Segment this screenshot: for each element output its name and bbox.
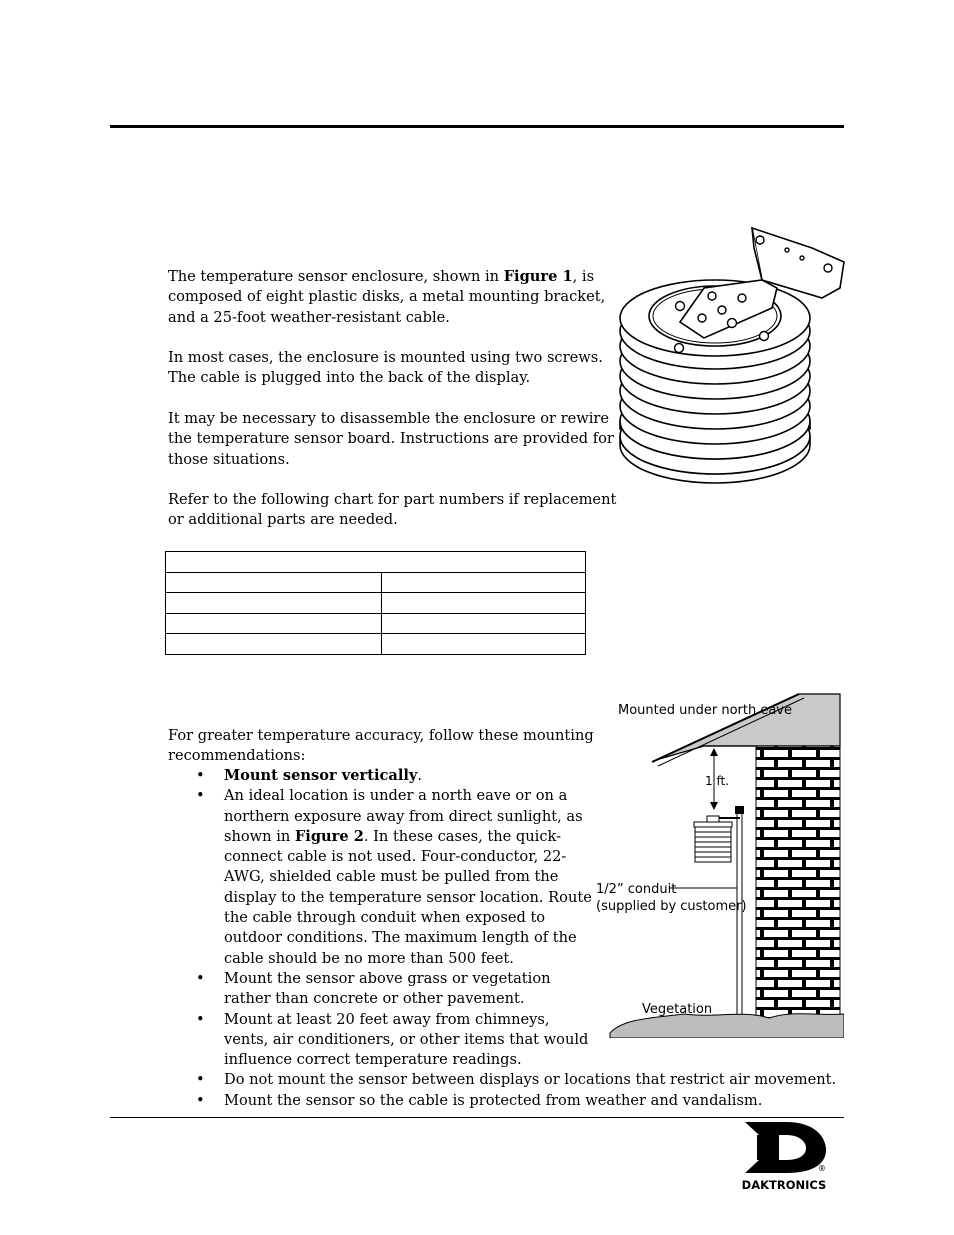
intro-p3-text: those situations. (168, 450, 290, 468)
list-item-text: . (417, 767, 423, 784)
table-row (166, 593, 586, 614)
list-item (168, 1091, 836, 1111)
list-item-text: Mount the sensor above grass or vegetation (224, 969, 551, 987)
intro-p1-text: , is (572, 268, 595, 285)
list-item-text: rather than concrete or other pavement. (224, 990, 525, 1008)
list-item-text: Mount at least 20 feet away from chimneys, (224, 1010, 550, 1028)
intro-paragraph-1 (168, 267, 605, 328)
sensor-enclosure-illustration (612, 218, 847, 518)
intro-p3-text: It may be necessary to disassemble the enclosure or rewire (168, 410, 610, 427)
table-cell (382, 613, 586, 634)
vegetation-label: Vegetation (642, 1002, 713, 1017)
list-item-text: An ideal location is under a north eave or on a (224, 787, 568, 805)
eave-label: Mounted under north eave (618, 703, 792, 718)
daktronics-logo (724, 1116, 844, 1196)
registered-mark: ® (818, 1164, 826, 1173)
conduit-label: 1/2” conduit (596, 882, 677, 897)
table-cell (166, 572, 382, 593)
table-row (166, 613, 586, 634)
table-header-cell (166, 552, 586, 573)
intro-paragraph-2 (168, 348, 603, 389)
list-item-text: vents, air conditioners, or other items that would (224, 1030, 589, 1048)
intro-p2-text: The cable is plugged into the back of the display. (168, 369, 531, 387)
list-item-text: influence correct temperature readings. (224, 1051, 522, 1069)
intro-paragraph-4 (168, 490, 616, 531)
list-item-text: the cable through conduit when exposed to (224, 909, 546, 927)
intro-p2-text: In most cases, the enclosure is mounted using two screws. (168, 349, 603, 366)
conduit-note: (supplied by customer) (596, 899, 747, 914)
list-item (168, 1070, 836, 1090)
table-cell (382, 634, 586, 655)
list-item-text: Mount the sensor so the cable is protected from weather and vandalism. (224, 1091, 763, 1109)
intro-p1-text: The temperature sensor enclosure, shown in (168, 268, 504, 285)
table-row (166, 634, 586, 655)
logo-wordmark: DAKTRONICS (741, 1178, 827, 1192)
intro-p4-text: or additional parts are needed. (168, 511, 398, 529)
table-row (166, 572, 586, 593)
table-cell (382, 593, 586, 614)
list-item-text: display to the temperature sensor location. Route (224, 888, 592, 906)
header-rule (110, 125, 844, 128)
figure2-ref: Figure 2 (294, 827, 364, 845)
figure1-ref: Figure 1 (503, 268, 573, 285)
table-cell (166, 593, 382, 614)
list-item-text: Do not mount the sensor between displays or locations that restrict air movement. (224, 1071, 837, 1089)
mounting-lead-text: For greater temperature accuracy, follow these mounting (168, 727, 594, 744)
table-header-row (166, 552, 586, 573)
mounting-lead (168, 726, 594, 767)
list-item-text: cable should be no more than 500 feet. (224, 949, 514, 967)
intro-p1-text: and a 25-foot weather-resistant cable. (168, 308, 450, 326)
bullet-icon: • (196, 969, 205, 987)
mounting-lead-text: recommendations: (168, 747, 306, 765)
intro-p3-text: the temperature sensor board. Instructions are provided for (168, 430, 614, 448)
bullet-icon: • (196, 1071, 205, 1089)
list-item-text: shown in (224, 827, 295, 845)
table-cell (382, 572, 586, 593)
table-cell (166, 634, 382, 655)
bullet-icon: • (196, 1010, 205, 1028)
list-item-text: . In these cases, the quick- (363, 827, 562, 845)
distance-label: 1 ft. (705, 774, 729, 788)
bullet-icon: • (196, 767, 205, 784)
intro-p4-text: Refer to the following chart for part numbers if replacement (168, 491, 617, 508)
list-item-text: northern exposure away from direct sunlight, as (224, 807, 583, 825)
parts-table (165, 551, 586, 655)
intro-paragraph-3 (168, 409, 614, 470)
bullet-icon: • (196, 787, 205, 805)
bullet-icon: • (196, 1091, 205, 1109)
list-item-text: outdoor conditions. The maximum length of the (224, 929, 577, 947)
intro-p1-text: composed of eight plastic disks, a metal mounting bracket, (168, 288, 606, 306)
list-item-text: AWG, shielded cable must be pulled from the (224, 868, 559, 886)
list-item-text: connect cable is not used. Four-conductor, 22- (224, 848, 567, 866)
table-cell (166, 613, 382, 634)
mounting-location-illustration (594, 688, 844, 1038)
list-item-bold: Mount sensor vertically (224, 767, 418, 784)
